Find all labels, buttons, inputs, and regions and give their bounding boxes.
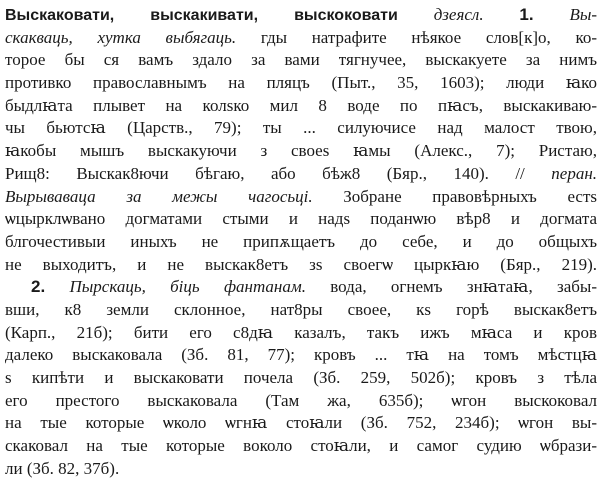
entry-line-8 — [5, 163, 597, 186]
entry-line-14: вши, к8 земли склонное, нат8ры своее, кѕ горѣ выскак8етъ — [5, 299, 597, 319]
entry-line-15: (Карп., 21б); бити его с8дꙗ казалъ, такъ ижъ мꙗса и кров — [5, 322, 597, 342]
entry-line-4: противко православнымъ на пляцъ (Пыт., 35, 1603); люди ꙗко — [5, 73, 597, 93]
entry-line-2 — [5, 27, 597, 50]
entry-line-9 — [5, 186, 597, 209]
entry-line-13 — [5, 276, 597, 299]
part-of-speech: дзеясл. — [433, 5, 484, 24]
entry-line-17: ѕ кипѣти и выскаковати почела (Зб. 259, 502б); кровъ з тѣла — [5, 368, 597, 387]
sense1-gloss-start: Вы- — [569, 5, 597, 24]
entry-line-19: на тые которые ѡколо ѡгнꙗ стоꙗли (Зб. 752, 234б); ѡгон вы- — [5, 413, 597, 433]
headword: Выскаковати, выскакивати, выскоковати — [5, 7, 398, 24]
entry-line-1 — [5, 4, 597, 27]
sense1-gloss-end: скакваць, хутка выбягаць. — [5, 27, 237, 47]
citation-text: Зобране правовѣрныхъ естѕ — [343, 186, 597, 206]
entry-line-18: его престого выскаковала (Там жа, 635б); ѡгон выскоковал — [5, 390, 597, 410]
entry-line-12: не выходитъ, и не выскак8етъ зѕ своегѡ цыркꙗю (Бяр., 219). — [5, 254, 597, 274]
entry-line-7: ꙗкобы мышъ выскакуючи з своеѕ ꙗмы (Алекс., 7); Ристаю, — [5, 141, 597, 161]
dictionary-entry — [5, 4, 597, 480]
entry-line-21: ли (Зб. 82, 37б). — [5, 458, 120, 478]
entry-line-16: далеко выскаковала (Зб. 81, 77); кровъ ... тꙗ на томъ мѣстцꙗ — [5, 345, 597, 365]
figurative-label: перан. — [551, 163, 597, 183]
citation-text: Рищ8: Выскак8ючи бѣгаю, або бѣж8 (Бяр., 140). // — [5, 163, 525, 183]
figurative-gloss: Вырываваца за межы чагосьці. — [5, 186, 313, 206]
sense2-gloss: Пырскаць, біць фантанам. — [69, 277, 306, 297]
entry-line-10: ѡцырклѡвано догматами стыми и надѕ поданѡю вѣр8 и догмата — [5, 209, 597, 229]
entry-line-11: блгочестивыи иныхъ не припѫщаетъ до себе, и до общыхъ — [5, 231, 597, 251]
sense-number-2: 2. — [31, 277, 46, 297]
entry-line-6: чы бьютсꙗ (Царств., 79); ты ... силуючисе над малост твою, — [5, 118, 597, 138]
entry-line-20: скаковал на тые которые воколо стоꙗли, и самог судию ѡбрази- — [5, 436, 597, 456]
entry-line-3: торое бы ся вамъ здало за вами тягнучее, выскакуете за нимъ — [5, 50, 597, 70]
sense-number-1: 1. — [519, 5, 534, 24]
entry-line-5: быдлꙗта плывет на колѕко мил 8 воде по пꙗсъ, выскакиваю- — [5, 95, 597, 115]
citation-text: вода, огнемъ знꙗтаꙗ, забы- — [330, 277, 597, 297]
citation-text: гды натрафите нѣякое слов[к]о, ко- — [260, 27, 597, 47]
